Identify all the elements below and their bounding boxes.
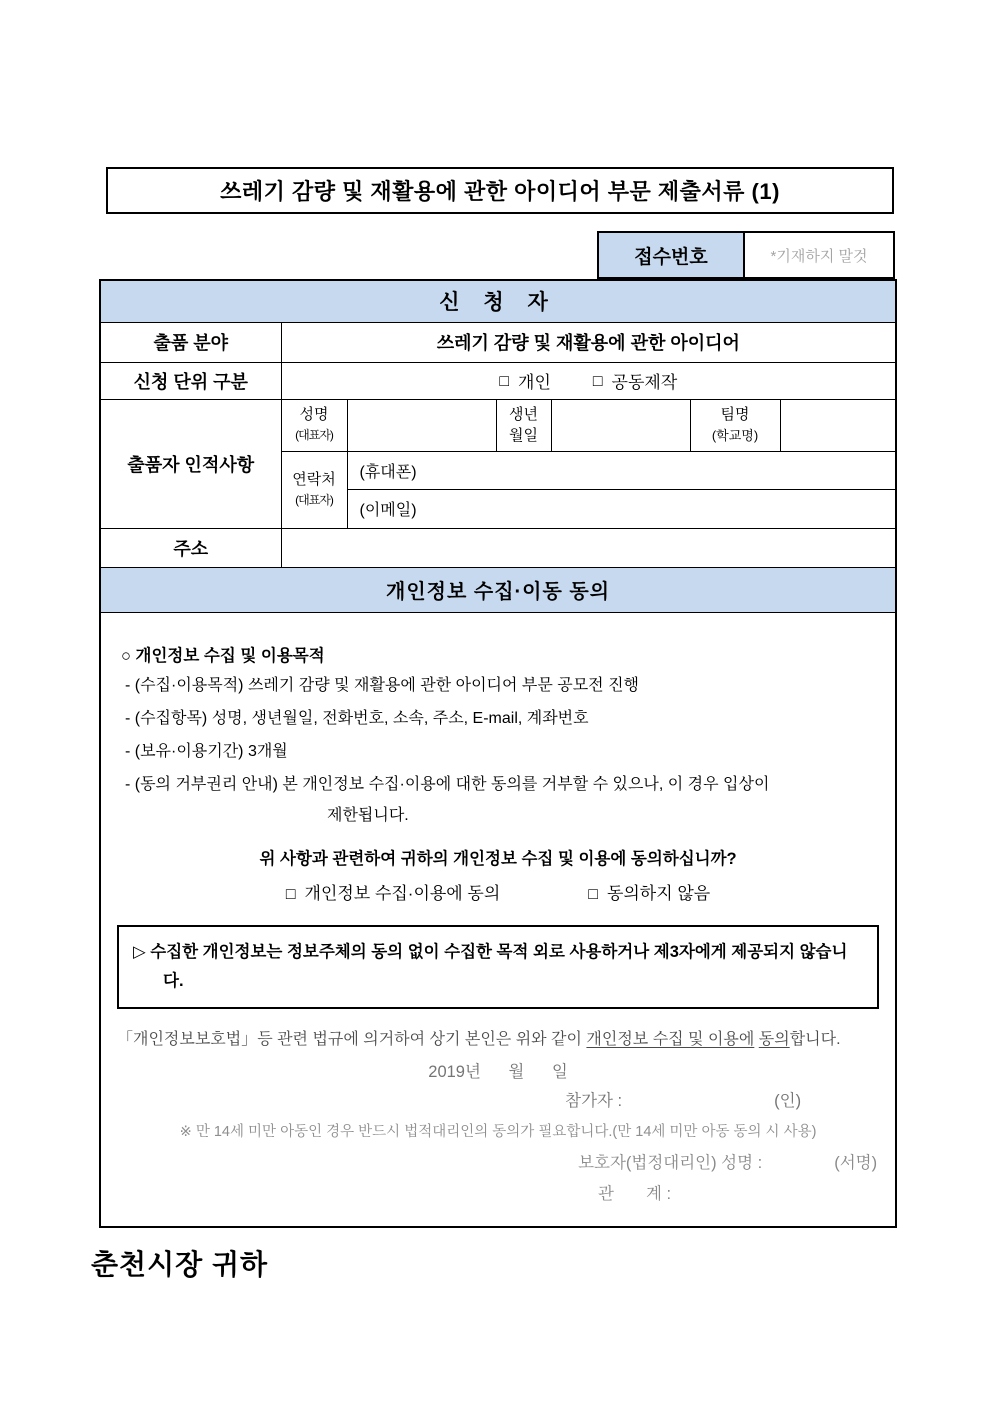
guardian-seal: (서명) <box>834 1154 878 1173</box>
consent-purpose-title: ○ 개인정보 수집 및 이용목적 <box>121 647 325 666</box>
law-underline-2: 동의 <box>758 1031 790 1049</box>
personal-info-label: 출품자 인적사항 <box>100 399 281 528</box>
receipt-number-box <box>597 231 895 279</box>
consent-disagree-label: 동의하지 않음 <box>606 884 711 904</box>
phone-label: (휴대폰) <box>359 463 417 481</box>
consent-item-retention: - (보유·이용기간) 3개월 <box>125 743 288 761</box>
form-title: 쓰레기 감량 및 재활용에 관한 아이디어 부문 제출서류 (1) <box>220 179 780 204</box>
relation-line <box>115 1179 881 1210</box>
entry-field-label: 출품 분야 <box>100 322 281 362</box>
contact-label: 연락처 (대표자) <box>281 451 347 528</box>
consent-notice-text: ▷ 수집한 개인정보는 정보주체의 동의 없이 수집한 목적 외로 사용하거나 제3자에게 제공되지 않습니다. <box>133 943 848 991</box>
consent-item-refusal: - (동의 거부권리 안내) 본 개인정보 수집·이용에 대한 동의를 거부할 수 있으나, 이 경우 입상이 <box>125 776 770 794</box>
consent-item-collected: - (수집항목) 성명, 생년월일, 전화번호, 소속, 주소, E-mail, 계좌번호 <box>125 710 589 728</box>
consent-agree-checkbox[interactable]: □ <box>285 886 296 904</box>
team-option[interactable] <box>593 368 677 393</box>
team-name-input-cell[interactable] <box>780 399 896 451</box>
birthdate-label: 생년 월일 <box>496 399 551 451</box>
law-paragraph <box>115 1024 881 1056</box>
consent-agree-option[interactable] <box>286 881 500 907</box>
team-option-label: 공동제작 <box>611 373 678 392</box>
phone-input-cell[interactable] <box>347 451 896 489</box>
applicant-section-header: 신 청 자 <box>100 280 896 322</box>
consent-section-header: 개인정보 수집·이동 동의 <box>100 567 896 612</box>
individual-checkbox[interactable]: □ <box>499 372 510 390</box>
consent-disagree-checkbox[interactable]: □ <box>588 886 598 904</box>
address-input-cell[interactable] <box>281 528 896 567</box>
birthdate-input-cell[interactable] <box>551 399 690 451</box>
date-line: 2019년 월 일 <box>428 1063 568 1082</box>
unit-type-options <box>281 362 896 399</box>
form-title-box <box>106 167 894 214</box>
minor-consent-note: ※ 만 14세 미만 아동인 경우 반드시 법적대리인의 동의가 필요합니다.(만 14세 미만 아동 동의 시 사용) <box>179 1124 817 1141</box>
consent-agree-label: 개인정보 수집·이용에 동의 <box>304 884 501 904</box>
team-checkbox[interactable]: □ <box>592 372 603 390</box>
guardian-name-label: 보호자(법정대리인) 성명 : <box>578 1154 763 1173</box>
receipt-number-field[interactable] <box>745 233 893 277</box>
participant-label: 참가자 : <box>565 1092 623 1111</box>
name-label: 성명 (대표자) <box>281 399 347 451</box>
individual-option-label: 개인 <box>518 373 551 392</box>
individual-option[interactable] <box>499 368 551 393</box>
consent-question: 위 사항과 관련하여 귀하의 개인정보 수집 및 이용에 동의하십니까? <box>259 850 737 869</box>
contact-sublabel: (대표자) <box>295 492 333 507</box>
consent-disagree-option[interactable] <box>588 881 710 907</box>
name-input-cell[interactable] <box>347 399 496 451</box>
law-text-3: 합니다. <box>789 1031 841 1049</box>
receipt-note-text: *기재하지 말것 <box>770 247 868 265</box>
email-input-cell[interactable] <box>347 489 896 528</box>
address-label: 주소 <box>100 528 281 567</box>
consent-notice-box <box>117 925 879 1009</box>
team-name-label: 팀명 (학교명) <box>690 399 780 451</box>
consent-section-body <box>100 612 896 1227</box>
law-underline-1: 개인정보 수집 및 이용에 <box>586 1031 755 1049</box>
consent-item-refusal-wrap: 제한됩니다. <box>327 807 409 825</box>
email-label: (이메일) <box>359 502 417 519</box>
team-name-sublabel: (학교명) <box>711 428 759 443</box>
applicant-table <box>99 279 897 1228</box>
participant-signature-line <box>115 1086 881 1117</box>
recipient-line: 춘천시장 귀하 <box>91 1249 269 1280</box>
unit-type-label: 신청 단위 구분 <box>100 362 281 399</box>
entry-field-value: 쓰레기 감량 및 재활용에 관한 아이디어 <box>281 322 896 362</box>
relation-label: 관 계 : <box>597 1185 672 1204</box>
name-sublabel: (대표자) <box>295 428 333 442</box>
consent-choices <box>115 881 881 907</box>
consent-item-purpose: - (수집·이용목적) 쓰레기 감량 및 재활용에 관한 아이디어 부문 공모전 진행 <box>125 677 639 695</box>
participant-seal: (인) <box>774 1092 802 1111</box>
guardian-signature-line <box>115 1148 881 1179</box>
law-text-1: 「개인정보보호법」등 관련 법규에 의거하여 상기 본인은 위와 같이 <box>117 1031 587 1049</box>
receipt-number-label: 접수번호 <box>599 233 745 277</box>
